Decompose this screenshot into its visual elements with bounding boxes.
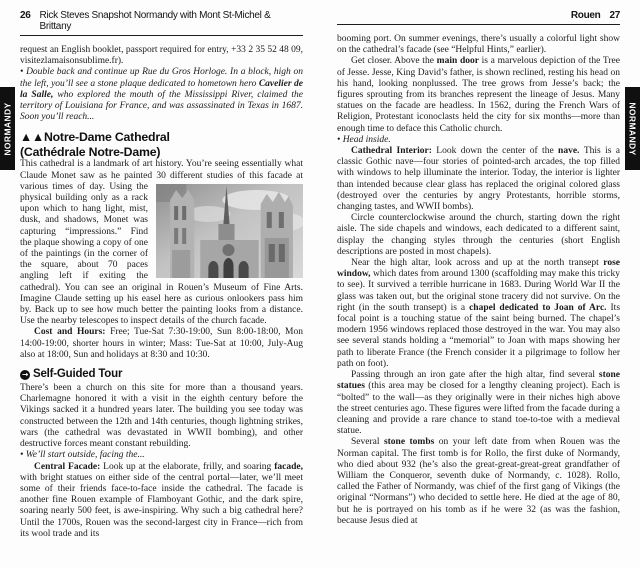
text-run: chapel dedicated to Joan of Arc. <box>469 302 611 313</box>
text-run: Several <box>351 437 384 448</box>
text-run: which dates from around 1300 (scaffolding may make this tricky to see). It survived a terrible hurricane in 1683. During World War II the glass was taken out, but the original stone tracery did not survive. On the right (in the south transept) is a <box>337 269 621 313</box>
text-run: Free; Tue-Sat 7:30-19:00, Sun 8:00-18:00, Mon 14:00-19:00, shorter hours in winter; Mass: Tue-Sat at 10:00, July-Aug also at 18:00, Sun and holidays at 8:30 and 10:30. <box>20 327 303 360</box>
text-run: facade at various times of day. Using the physical building only as a rack upon which to hang light, mist, dusk, and shadows, Monet was capturing “impressions.” Find the plaque showing a copy of one of the paintings (in the corner of the square, about 70 paces angling left if exiting the cathedral). You can see an original in Rouen’s Museum of Fine Arts. Imagine Claude setting up his easel here as curious onlookers pass him by. Back up to see how much better the painting looks from a distance. Use the nearby telescopes to inspect details of the church facade. <box>20 170 304 327</box>
text-run: Passing through an iron gate after the high altar, find several <box>351 370 599 381</box>
text-run: Cost and Hours: <box>34 327 111 338</box>
normandy-section-tab-left <box>0 87 15 170</box>
body <box>20 327 303 361</box>
body <box>337 56 620 134</box>
tab-label: NORMANDY <box>2 101 13 156</box>
text-run: Cavelier de la Salle, <box>20 78 303 100</box>
cathedral-photo-graphic <box>156 184 303 278</box>
left-page-body <box>20 45 303 540</box>
text-run: There’s been a church on this site for more than a thousand years. Charlemagne honored it with a visit in the eighth century before the Vikings sacked it a hundred years later. The building you see today was constructed between the 12th and 14th centuries, though lightning strikes, wars (the cathedral was devastated in WWII bombing), and other destructive forces meant constant rebuilding. <box>20 383 303 450</box>
text-run: request an English booklet, passport required for entry, +33 2 35 52 48 09, visitezlamaisonsublime.fr). <box>20 45 303 67</box>
book-title: Rick Steves Snapshot Normandy with Mont St-Michel & Brittany <box>39 10 271 32</box>
body <box>337 34 620 56</box>
direction <box>20 450 303 461</box>
text-run: stone tombs <box>383 437 439 448</box>
text-run: is a marvelous depiction of the Tree of Jesse. Jesse, King David’s father, is shown reclined, resting his head on his hand, looking nonplussed. The tree grows from Jesse’s back; the figures sprouting from its branches represent the lineage of Jesus. Many statues on the facade are headless. In 1562, during the French Wars of Religion, Protestant iconoclasts held the city for six months—more than enough time to deface this Catholic church. <box>337 56 620 134</box>
body <box>20 462 303 540</box>
text-run: rose window, <box>337 258 620 280</box>
text-run: Central Facade: <box>34 461 104 472</box>
text-run: Circle counterclockwise around the church, starting down the right aisle. The side chapels and windows, each dedicated to a different saint, display the changing styles through the centuries (short English descriptions are posted in most chapels). <box>337 213 620 257</box>
body <box>337 146 620 213</box>
page-number: 26 <box>20 10 31 21</box>
text-run: ▲▲Notre-Dame Cathedral <box>20 130 170 145</box>
right-page-body <box>337 34 620 527</box>
text-run: booming port. On summer evenings, there’s usually a colorful light show on the cathedral’s facade (see “Helpful Hints,” earlier). <box>337 34 620 56</box>
text-run: Get closer. Above the <box>351 56 437 67</box>
body <box>20 383 303 450</box>
text-run: Look up at the elaborate, frilly, and soaring <box>103 461 275 472</box>
text-run: Near the high altar, look across and up at the north transept <box>351 258 604 269</box>
text-run: Cathedral Interior: <box>351 146 437 157</box>
text-run: Its focal point is a touching statue of the saint being burned. The chapel’s modern 1956 windows replaced those destroyed in the war. You may also see several stands holding a “memorial” to Joan with maps showing her path to liberate France (the French consider it a pilgrimage to follow her path on foot). <box>337 302 621 369</box>
text-run: nave. <box>558 146 584 157</box>
text-run: stone statues <box>337 370 620 392</box>
body <box>337 258 620 370</box>
text-run: who explored the mouth of the Mississippi River, claimed the territory of Louisiana for France, and was assassinated in Texas in 1687. Soon you’ll reach... <box>20 89 304 123</box>
text-run: main door <box>436 56 482 67</box>
text-run: This cathedral is a landmark of art history. You’re seeing essentially what Claude Monet saw as he painted 30 different studies of this <box>20 159 303 181</box>
text-run: on your left date from when Rouen was the Norman capital. The first tomb is for Rollo, the first duke of Normandy, who died about 932 (he’s also the great-great-great-great grandfather of William the Conqueror, seventh duke of Normandy, c. 1028). Rollo, called the Father of Normandy, was chief of the first gang of Vikings (the original “Normans”) who decided to settle here. He died at the age of 80, but he is portrayed on his tomb as if he were 32 (as was the fashion, because Jesus died at <box>337 437 620 526</box>
body <box>20 159 303 327</box>
direction <box>337 135 620 146</box>
text-run: (this area may be closed for a lengthy cleaning project). Each is “bolted” to the wall—as they originally were in their niches high above the street centuries ago. These figures were lifted from the facade during a cleaning and provide a rare chance to stand toe-to-toe with a medieval statue. <box>337 381 620 437</box>
text-run: • Double back and continue up Rue du Gros Horloge. In a block, high on the left, you’ll see a stone plaque dedicated to hometown hero <box>20 67 303 89</box>
tour-heading <box>20 368 303 381</box>
text-run: Self-Guided Tour <box>33 368 123 381</box>
body <box>337 213 620 258</box>
text-run: This is a classic Gothic nave—four stories of pointed-arch arcades, the top filled with windows to help illuminate the interior. Today, the interior is lighter than intended because clear glass has replaced the original colored glass (destroyed over the centuries by angry Protestants, horrible storms, changing tastes, and WWII bombs). <box>337 146 621 213</box>
normandy-section-tab-right <box>625 87 640 170</box>
heading <box>20 130 303 145</box>
text-run: • Head inside. <box>337 134 391 145</box>
text-run: with bright statues on either side of the central portal—later, we’ll meet some of their friends face-to-face inside the cathedral. The facade is another fine Rouen example of Flamboyant Gothic, and the dark spire, soaring nearly 500 feet, is awe-inspiring. Why such a big cathedral here? Until the 1700s, Rouen was the second-largest city in France—rich from its wool trade and its <box>20 472 303 539</box>
text-run: (Cathédrale Notre-Dame) <box>20 144 161 159</box>
body <box>337 437 620 527</box>
running-head-right <box>337 10 620 25</box>
cathedral-facade-photo <box>156 184 303 278</box>
tab-label: NORMANDY <box>627 101 638 156</box>
text-run: • We’ll start outside, facing the... <box>20 450 145 461</box>
body <box>20 45 303 67</box>
chapter-title: Rouen <box>570 10 601 21</box>
text-run: Look down the center of the <box>436 146 559 157</box>
text-run: facade, <box>274 461 303 472</box>
page-number: 27 <box>609 10 620 21</box>
tour-arrow-icon: → <box>21 369 29 379</box>
running-head-left <box>20 10 303 36</box>
heading <box>20 145 303 160</box>
right-page <box>320 0 640 568</box>
direction <box>20 67 303 123</box>
body <box>337 370 620 437</box>
